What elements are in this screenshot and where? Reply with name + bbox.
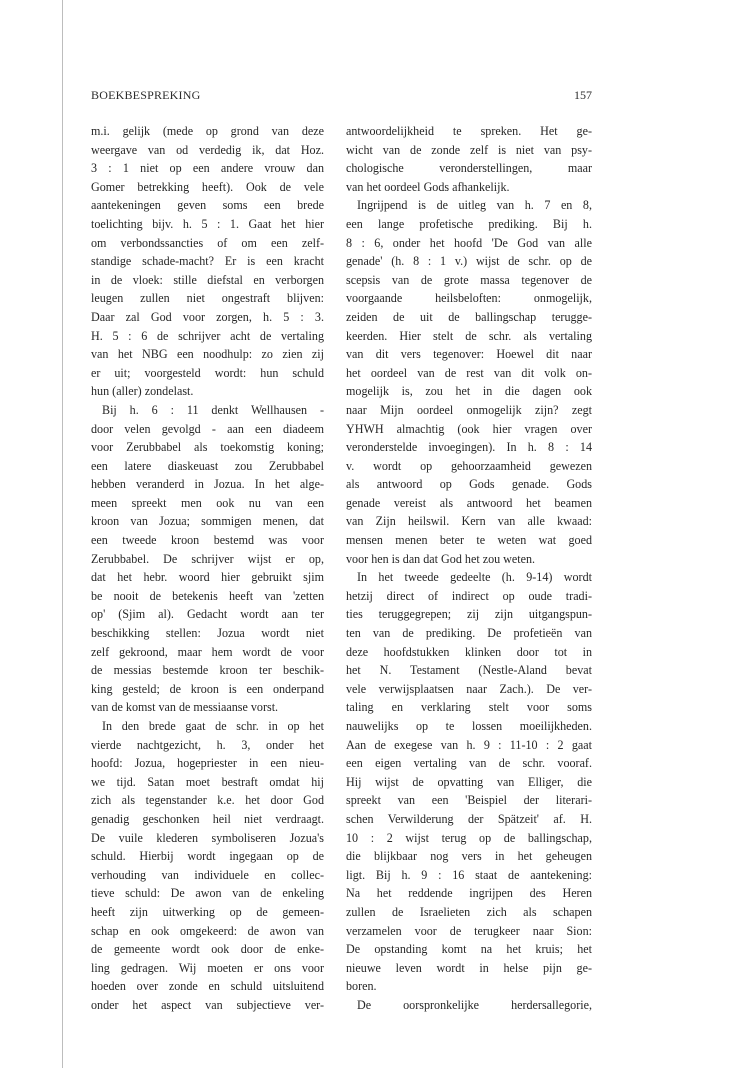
text-line: zullen de Israelieten zich als schapen [346, 904, 592, 919]
text-line: be nooit de betekenis heeft van 'zetten [91, 588, 324, 603]
text-line: zelf gekroond, maar hem wordt de voor [91, 644, 324, 659]
text-line: In den brede gaat de schr. in op het [102, 719, 324, 733]
page-edge-line [62, 0, 63, 1068]
text-line: toelichting bijv. h. 5 : 1. Gaat het hier [91, 216, 324, 231]
text-line: v. wordt op gehoorzaamheid gewezen [346, 458, 592, 473]
text-line: om verbondssancties of om een zelf- [91, 235, 324, 250]
text-line: schuld. Hierbij wordt ingegaan op de [91, 849, 324, 864]
text-line: genade vereist als antwoord het beamen [346, 495, 592, 510]
text-line: deze hoofdstukken klinken door tot in [346, 644, 592, 659]
text-line: vele verwijsplaatsen naar Zach.). De ver- [346, 681, 592, 696]
text-line: van het oordeel Gods afhankelijk. [346, 179, 510, 194]
text-line: verzamelen voor de terugkeer naar Sion: [346, 923, 592, 938]
text-line: chologische veronderstellingen, maar [346, 161, 592, 176]
text-line: die blijkbaar nog vers in het geheugen [346, 849, 592, 864]
text-line: hoofd: Jozua, hogepriester in een nieu- [91, 756, 324, 771]
text-line: kroon van Jozua; sommigen menen, dat [91, 514, 324, 529]
text-line: in de vloek: stille diefstal en verborgen [91, 272, 324, 287]
text-line: onder het aspect van subjectieve ver- [91, 997, 324, 1012]
text-line: vierde nachtgezicht, h. 3, onder het [91, 737, 324, 752]
text-line: van dit vers tegenover: Hoewel dit naar [346, 347, 592, 362]
right-text-column [346, 122, 592, 1015]
text-line: dat het hebr. woord hier gebruikt sjim [91, 570, 324, 585]
text-line: aantekeningen geven soms een brede [91, 198, 324, 213]
text-line: king gesteld; de kroon is een onderpand [91, 681, 324, 696]
text-line: Hij wijst de opvatting van Elliger, die [346, 774, 592, 789]
text-line: leugen zullen niet ongestraft blijven: [91, 291, 324, 306]
text-line: een eigen vertaling van de schr. vooraf. [346, 756, 592, 771]
text-line: een latere diaskeuast zou Zerubbabel [91, 458, 324, 473]
text-line: ties teruggegrepen; zij zijn uitgangspun- [346, 607, 592, 622]
text-line: weergave van od verdedig ik, dat Hoz. [91, 142, 324, 157]
text-line: ling gedragen. Wij moeten er ons voor [91, 960, 324, 975]
text-line: van het NBG een noodhulp: zo zien zij [91, 347, 324, 362]
text-line: veronderstelde invoegingen). In h. 8 : 14 [346, 440, 592, 455]
text-line: van de komst van de messiaanse vorst. [91, 700, 279, 715]
text-line: spreekt van een 'Beispiel der literari- [346, 793, 592, 808]
text-line: De vuile klederen symboliseren Jozua's [91, 830, 324, 845]
text-line: Daar zal God voor zorgen, h. 5 : 3. [91, 309, 324, 324]
text-line: beschikking stellen: Jozua wordt niet [91, 626, 324, 641]
text-line: taling en verklaring stelt voor soms [346, 700, 592, 715]
text-line: m.i. gelijk (mede op grond van deze [91, 124, 324, 138]
text-line: van Zijn heilswil. Kern van alle kwaad: [346, 514, 592, 529]
text-line: zich als tegenstander k.e. het door God [91, 793, 324, 808]
text-line: heeft zijn uitwerking op de gemeen- [91, 904, 324, 919]
text-line: een tweede kroon bestemd was voor [91, 533, 324, 548]
text-line: 3 : 1 niet op een andere vrouw dan [91, 161, 324, 176]
text-line: mogelijk is, zou het in die dagen ook [346, 384, 592, 399]
text-line: zeiden de uit de ballingschap terugge- [346, 309, 592, 324]
text-line: standige schade-macht? Er is een kracht [91, 254, 324, 269]
text-line: er uit; voorgesteld wordt: hun schuld [91, 365, 324, 380]
text-line: genade' (h. 8 : 1 v.) wijst de schr. op de [346, 254, 592, 269]
text-line: de messias bestemde kroon ter beschik- [91, 663, 324, 678]
page-number: 157 [574, 88, 592, 102]
text-line: door velen gevolgd - aan een diadeem [91, 421, 324, 436]
text-line: de gemeente wordt ook door de enke- [91, 942, 324, 957]
text-line: meen spreekt men ook nu van een [91, 495, 324, 510]
text-line: Na het reddende ingrijpen des Heren [346, 886, 592, 901]
text-line: voor Zerubbabel als toekomstig koning; [91, 440, 324, 455]
text-line: Gomer betrekking heeft). Ook de vele [91, 179, 324, 194]
text-line: hoeden over zonde en schuld uitsluitend [91, 979, 324, 994]
text-line: 8 : 6, onder het hoofd 'De God van alle [346, 235, 592, 250]
left-text-column [91, 122, 324, 1015]
text-line: schen Verwilderung der Spätzeit' af. H. [346, 811, 592, 826]
text-line: voorgaande heilsbeloften: onmogelijk, [346, 291, 592, 306]
text-line: De oorspronkelijke herdersallegorie, [357, 997, 592, 1012]
text-line: ten van de prediking. De profetieën van [346, 626, 592, 641]
text-line: we tijd. Satan moet bestraft omdat hij [91, 774, 324, 789]
text-line: het oordeel van de rest van dit volk on- [346, 365, 592, 380]
text-line: het N. Testament (Nestle-Aland bevat [346, 663, 592, 678]
text-line: hetzij direct of indirect op oude tradi- [346, 588, 592, 603]
text-line: keerden. Hier stelt de schr. als vertaling [346, 328, 592, 343]
text-line: Zerubbabel. De schrijver wijst er op, [91, 551, 324, 566]
text-line: Bij h. 6 : 11 denkt Wellhausen - [102, 402, 324, 417]
text-line: hun (aller) zondelast. [91, 384, 194, 399]
text-line: naar Mijn oordeel onmogelijk zijn? zegt [346, 402, 592, 417]
text-line: In het tweede gedeelte (h. 9-14) wordt [357, 570, 592, 585]
running-head: BOEKBESPREKING [91, 88, 201, 102]
text-line: Ingrijpend is de uitleg van h. 7 en 8, [357, 198, 592, 213]
text-line: wicht van de zonde zelf is niet van psy- [346, 142, 592, 157]
text-line: nieuwe leven wordt in helse pijn ge- [346, 960, 592, 975]
text-line: 10 : 2 wijst terug op de ballingschap, [346, 830, 592, 845]
text-line: als antwoord op Gods genade. Gods [346, 477, 592, 492]
text-line: boren. [346, 979, 377, 994]
text-line: YHWH almachtig (ook hier vragen over [346, 421, 592, 436]
text-line: tieve schuld: De awon van de enkeling [91, 886, 324, 901]
text-line: mensen menen beter te weten wat goed [346, 533, 592, 548]
text-line: schap en ook omgekeerd: de awon van [91, 923, 324, 938]
text-line: verhouding van individuele en collec- [91, 867, 324, 882]
text-line: De opstanding komt na het kruis; het [346, 942, 592, 957]
text-line: hebben veranderd in Jozua. In het alge- [91, 477, 324, 492]
text-line: een lange profetische prediking. Bij h. [346, 216, 592, 231]
text-line: voor hen is dan dat God het zou weten. [346, 551, 536, 566]
text-line: nauwelijks op te lossen moeilijkheden. [346, 719, 592, 733]
text-line: op' (Sjim al). Gedacht wordt aan ter [91, 607, 324, 622]
text-line: ligt. Bij h. 9 : 16 staat de aantekening: [346, 867, 592, 882]
text-line: antwoordelijkheid te spreken. Het ge- [346, 124, 592, 138]
text-line: H. 5 : 6 de schrijver acht de vertaling [91, 328, 324, 343]
text-line: genadig geschonken heil niet verdraagt. [91, 811, 324, 826]
text-line: scepsis van de grote massa tegenover de [346, 272, 592, 287]
text-line: Aan de exegese van h. 9 : 11-10 : 2 gaat [346, 737, 592, 752]
